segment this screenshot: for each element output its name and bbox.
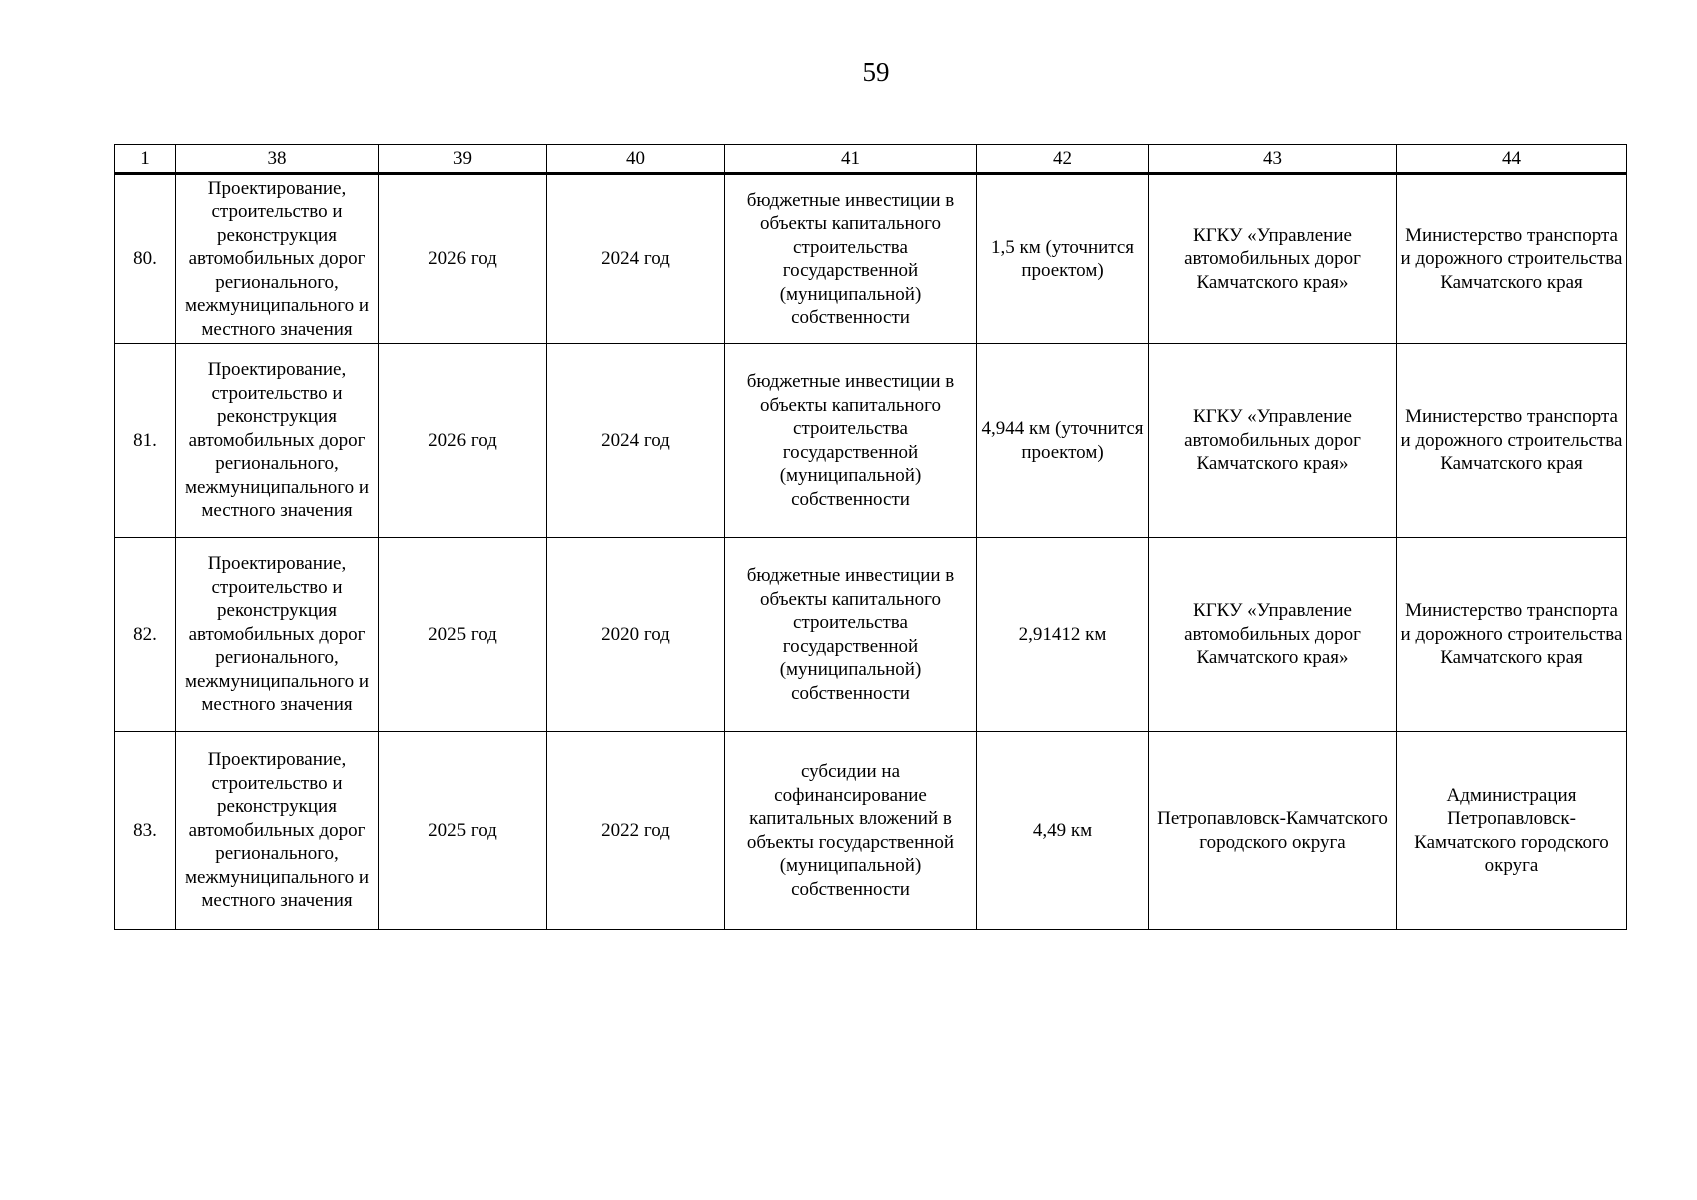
authority-cell: Министерство транспорта и дорожного строительства Камчатского края bbox=[1397, 344, 1627, 538]
table-row bbox=[115, 344, 1627, 538]
column-header: 42 bbox=[977, 145, 1149, 174]
year-start-cell: 2024 год bbox=[547, 174, 725, 344]
customer-cell: Петропавловск-Камчатского городского округа bbox=[1149, 732, 1397, 930]
investment-type-cell: субсидии на софинансирование капитальных вложений в объекты государственной (муниципальной) собственности bbox=[725, 732, 977, 930]
capacity-cell: 4,49 км bbox=[977, 732, 1149, 930]
row-number-cell: 81. bbox=[115, 344, 176, 538]
authority-cell: Администрация Петропавловск-Камчатского городского округа bbox=[1397, 732, 1627, 930]
table-row bbox=[115, 732, 1627, 930]
data-table bbox=[114, 144, 1627, 930]
row-number-cell: 83. bbox=[115, 732, 176, 930]
column-header: 40 bbox=[547, 145, 725, 174]
column-header: 43 bbox=[1149, 145, 1397, 174]
investment-type-cell: бюджетные инвестиции в объекты капитального строительства государственной (муниципальной) собственности bbox=[725, 344, 977, 538]
table-row bbox=[115, 174, 1627, 344]
row-number-cell: 80. bbox=[115, 174, 176, 344]
investment-type-cell: бюджетные инвестиции в объекты капитального строительства государственной (муниципальной) собственности bbox=[725, 538, 977, 732]
header-row bbox=[115, 145, 1627, 174]
object-name-cell: Проектирование, строительство и реконструкция автомобильных дорог регионального, межмуниципального и местного значения bbox=[176, 538, 379, 732]
object-name-cell: Проектирование, строительство и реконструкция автомобильных дорог регионального, межмуниципального и местного значения bbox=[176, 732, 379, 930]
row-number-cell: 82. bbox=[115, 538, 176, 732]
authority-cell: Министерство транспорта и дорожного строительства Камчатского края bbox=[1397, 538, 1627, 732]
year-start-cell: 2024 год bbox=[547, 344, 725, 538]
year-start-cell: 2020 год bbox=[547, 538, 725, 732]
column-header: 38 bbox=[176, 145, 379, 174]
column-header: 41 bbox=[725, 145, 977, 174]
customer-cell: КГКУ «Управление автомобильных дорог Камчатского края» bbox=[1149, 538, 1397, 732]
column-header: 44 bbox=[1397, 145, 1627, 174]
authority-cell: Министерство транспорта и дорожного строительства Камчатского края bbox=[1397, 174, 1627, 344]
table-row bbox=[115, 538, 1627, 732]
customer-cell: КГКУ «Управление автомобильных дорог Камчатского края» bbox=[1149, 174, 1397, 344]
year-end-cell: 2026 год bbox=[379, 344, 547, 538]
capacity-cell: 1,5 км (уточнится проектом) bbox=[977, 174, 1149, 344]
capacity-cell: 4,944 км (уточнится проектом) bbox=[977, 344, 1149, 538]
column-header: 1 bbox=[115, 145, 176, 174]
page-number: 59 bbox=[862, 57, 890, 87]
investment-type-cell: бюджетные инвестиции в объекты капитального строительства государственной (муниципальной) собственности bbox=[725, 174, 977, 344]
customer-cell: КГКУ «Управление автомобильных дорог Камчатского края» bbox=[1149, 344, 1397, 538]
year-end-cell: 2026 год bbox=[379, 174, 547, 344]
year-end-cell: 2025 год bbox=[379, 732, 547, 930]
capacity-cell: 2,91412 км bbox=[977, 538, 1149, 732]
year-start-cell: 2022 год bbox=[547, 732, 725, 930]
object-name-cell: Проектирование, строительство и реконструкция автомобильных дорог регионального, межмуниципального и местного значения bbox=[176, 174, 379, 344]
year-end-cell: 2025 год bbox=[379, 538, 547, 732]
column-header: 39 bbox=[379, 145, 547, 174]
object-name-cell: Проектирование, строительство и реконструкция автомобильных дорог регионального, межмуниципального и местного значения bbox=[176, 344, 379, 538]
